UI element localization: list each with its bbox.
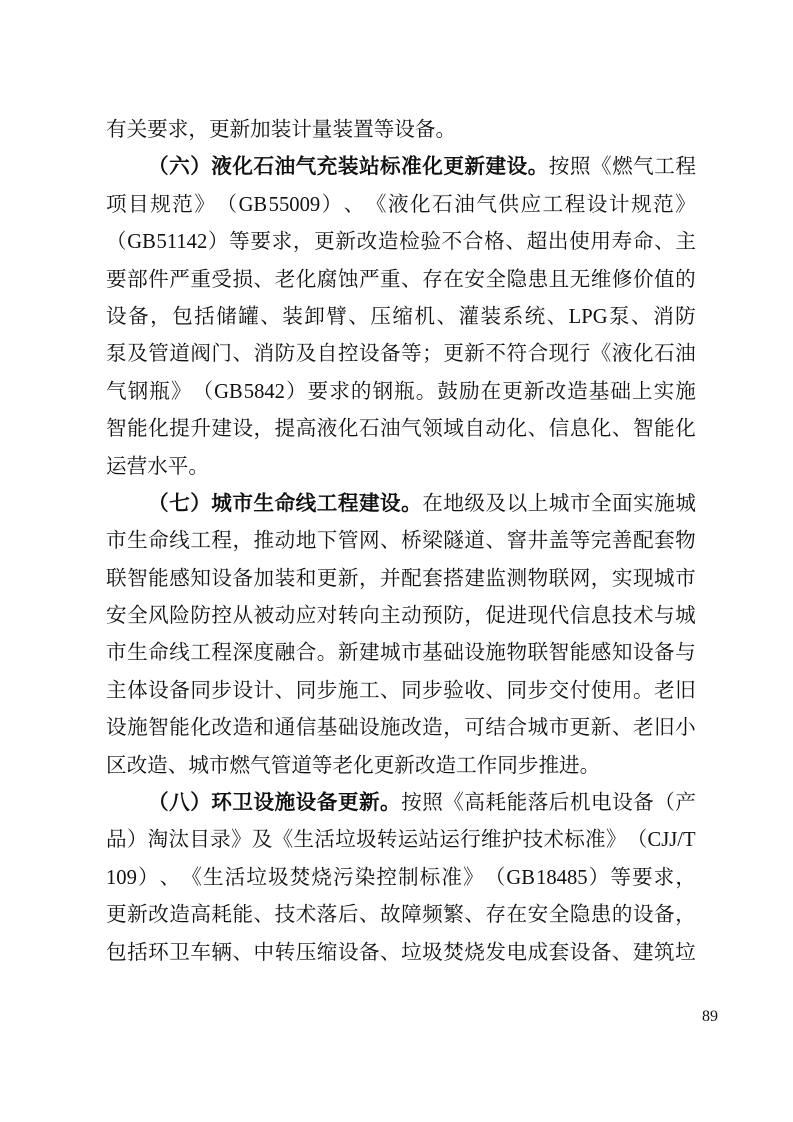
text-line: 设 施 智 能 化 改 造 和 通 信 基 础 设 施 改 造 ， 可 结 合 城 市 更 新 、 老 旧 小 [106, 715, 696, 740]
text-line: 智 能 化 提 升 建 设 ， 提 高 液 化 石 油 气 领 域 自 动 化 、 信 息 化 、 智 能 化 [106, 416, 696, 441]
text-run: 运营水平。 [106, 453, 209, 478]
text-line [106, 111, 696, 148]
text-line: 泵 及 管 道 阀 门 、 消 防 及 自 控 设 备 等 ； 更 新 不 符 合 现 行 《 液 化 石 油 [106, 341, 696, 366]
text-line: （ 八 ） 环 卫 设 施 设 备 更 新 。 按 照 《 高 耗 能 落 后 机 电 设 备 （ 产 [148, 790, 696, 815]
text-line: 联 智 能 感 知 设 备 加 装 和 更 新 ， 并 配 套 搭 建 监 测 物 联 网 ， 实 现 城 市 [106, 565, 696, 590]
page-number: 89 [702, 1008, 718, 1025]
text-line: 品 ） 淘 汰 目 录 》 及 《 生 活 垃 圾 转 运 站 运 行 维 护 技 术 标 准 》 （ CJJ/T [106, 827, 696, 852]
text-line: 市 生 命 线 工 程 ， 推 动 地 下 管 网 、 桥 梁 隧 道 、 窨 井 盖 等 完 善 配 套 物 [106, 528, 696, 553]
text-line: 安 全 风 险 防 控 从 被 动 应 对 转 向 主 动 预 防 ， 促 进 现 代 信 息 技 术 与 城 [106, 603, 696, 628]
text-line: （ 六 ） 液 化 石 油 气 充 装 站 标 准 化 更 新 建 设 。 按 照 《 燃 气 工 程 [148, 154, 696, 179]
text-line: 包 括 环 卫 车 辆 、 中 转 压 缩 设 备 、 垃 圾 焚 烧 发 电 成 套 设 备 、 建 筑 垃 [106, 939, 696, 964]
text-line: 更 新 改 造 高 耗 能 、 技 术 落 后 、 故 障 频 繁 、 存 在 安 全 隐 患 的 设 备 ， [106, 902, 696, 927]
text-line: 气 钢 瓶 》 （ GB 5842 ） 要 求 的 钢 瓶 。 鼓 励 在 更 新 改 造 基 础 上 实 施 [106, 378, 696, 403]
text-line: 市 生 命 线 工 程 深 度 融 合 。 新 建 城 市 基 础 设 施 物 联 智 能 感 知 设 备 与 [106, 640, 696, 665]
text-run: 有关要求，更新加装计量装置等设备。 [106, 117, 457, 141]
text-line [106, 448, 696, 485]
text-line: （ 七 ） 城 市 生 命 线 工 程 建 设 。 在 地 级 及 以 上 城 市 全 面 实 施 城 [148, 490, 696, 515]
text-line: （ GB 51142 ） 等 要 求 ， 更 新 改 造 检 验 不 合 格 、 超 出 使 用 寿 命 、 主 [106, 229, 696, 254]
text-line: 主 体 设 备 同 步 设 计 、 同 步 施 工 、 同 步 验 收 、 同 步 交 付 使 用 。 老 旧 [106, 677, 696, 702]
text-run: 区改造、城市燃气管道等老化更新改造工作同步推进。 [106, 752, 601, 777]
text-line: 设 备 ， 包 括 储 罐 、 装 卸 臂 、 压 缩 机 、 灌 装 系 统 、 LPG 泵 、 消 防 [106, 303, 696, 328]
body-text [106, 111, 696, 971]
text-line: 要 部 件 严 重 受 损 、 老 化 腐 蚀 严 重 、 存 在 安 全 隐 患 且 无 维 修 价 值 的 [106, 266, 696, 291]
text-line: 109 ） 、 《 生 活 垃 圾 焚 烧 污 染 控 制 标 准 》 （ GB 18485 ） 等 要 求 ， [106, 864, 696, 889]
text-line: 项 目 规 范 》 （ GB 55009 ） 、 《 液 化 石 油 气 供 应 工 程 设 计 规 范 》 [106, 191, 696, 216]
text-line [106, 747, 696, 784]
